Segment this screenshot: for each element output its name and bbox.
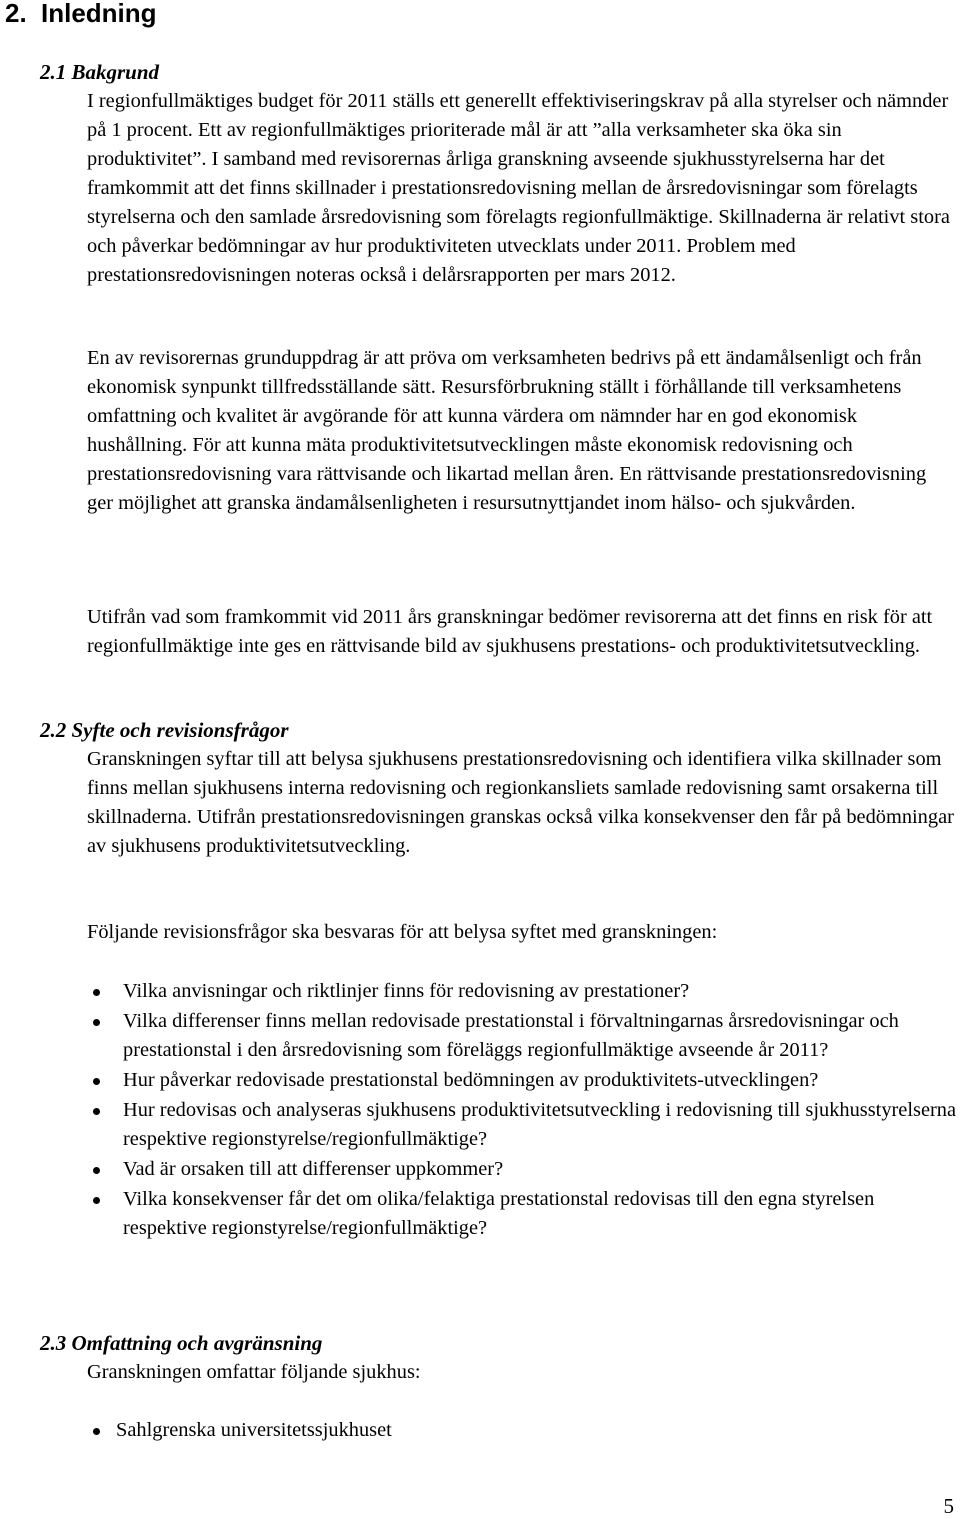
bullet-icon [93, 1078, 100, 1085]
paragraph-omfattning-1: Granskningen omfattar följande sjukhus: [87, 1361, 421, 1383]
paragraph-bakgrund-2: En av revisorernas grunduppdrag är att pröva om verksamheten bedrivs på ett ändamålsenligt och från ekonomisk synpunkt tillfredsställande sätt. Resursförbrukning ställt i förhållande till verksamhetens omfattning och kvalitet är avgörande för att kunna värdera om nämnder har en god ekonomisk hushållning. För att kunna mäta produktivitetsutvecklingen måste ekonomisk redovisning och prestationsredovisning vara rättvisande och likartad mellan åren. En rättvisande prestationsredovisning ger möjlighet att granska ändamålsenligheten i resursutnyttjandet inom hälso- och sjukvården. [87, 347, 927, 514]
page-number: 5 [943, 1494, 954, 1518]
chapter-title: Inledning [41, 0, 157, 28]
list-item [87, 1096, 957, 1154]
paragraph-bakgrund-3: Utifrån vad som framkommit vid 2011 års granskningar bedömer revisorerna att det finns en risk för att regionfullmäktige inte ges en rättvisande bild av sjukhusens prestations- och produktivitetsutveckling. [87, 606, 933, 657]
section-heading-omfattning: 2.3 Omfattning och avgränsning [40, 1331, 323, 1355]
bullet-icon [93, 989, 100, 996]
bullet-icon [93, 1197, 100, 1204]
revision-questions-list [87, 977, 957, 1244]
question-text: Vilka konsekvenser får det om olika/felaktiga prestationstal redovisas till den egna styrelsen respektive regionstyrelse/regionfullmäktige? [123, 1188, 875, 1239]
bullet-icon [93, 1167, 100, 1174]
bullet-icon [93, 1019, 100, 1026]
list-item [87, 1185, 957, 1243]
list-item [87, 1155, 957, 1184]
paragraph-bakgrund-1: I regionfullmäktiges budget för 2011 ställs ett generellt effektiviseringskrav på alla styrelser och nämnder på 1 procent. Ett av regionfullmäktiges prioriterade mål är att ”alla verksamheter ska öka sin produktivitet”. I samband med revisorernas årliga granskning avseende sjukhusstyrelserna har det framkommit att det finns skillnader i prestationsredovisning mellan de årsredovisningar som förelagts styrelserna och den samlade årsredovisning som förelagts regionfullmäktige. Skillnaderna är relativt stora och påverkar bedömningar av hur produktiviteten utvecklats under 2011. Problem med prestationsredovisningen noteras också i delårsrapporten per mars 2012. [87, 90, 950, 286]
chapter-number: 2. [5, 0, 27, 28]
chapter-heading [5, 0, 157, 30]
bullet-icon [93, 1108, 100, 1115]
question-text: Hur påverkar redovisade prestationstal bedömningen av produktivitets-utvecklingen? [123, 1069, 819, 1091]
hospital-name: Sahlgrenska universitetssjukhuset [116, 1419, 392, 1441]
question-text: Vilka anvisningar och riktlinjer finns för redovisning av prestationer? [123, 980, 690, 1002]
list-item [87, 1066, 957, 1095]
paragraph-syfte-2: Följande revisionsfrågor ska besvaras för att belysa syftet med granskningen: [87, 921, 718, 943]
section-heading-syfte: 2.2 Syfte och revisionsfrågor [40, 718, 289, 742]
bullet-icon [93, 1428, 100, 1435]
question-text: Hur redovisas och analyseras sjukhusens produktivitetsutveckling i redovisning till sjukhusstyrelserna respektive regionstyrelse/regionfullmäktige? [123, 1099, 957, 1150]
section-heading-bakgrund: 2.1 Bakgrund [40, 60, 160, 84]
paragraph-syfte-1: Granskningen syftar till att belysa sjukhusens prestationsredovisning och identifiera vilka skillnader som finns mellan sjukhusens interna redovisning och regionkansliets samlade redovisning samt orsakerna till skillnaderna. Utifrån prestationsredovisningen granskas också vilka konsekvenser den får på bedömningar av sjukhusens produktivitetsutveckling. [87, 748, 954, 857]
list-item [87, 1007, 957, 1065]
hospitals-list [87, 1416, 957, 1445]
list-item [87, 1416, 957, 1445]
list-item [87, 977, 957, 1006]
question-text: Vilka differenser finns mellan redovisade prestationstal i förvaltningarnas årsredovisningar och prestationstal i den årsredovisning som föreläggs regionfullmäktige avseende år 2011? [123, 1010, 899, 1061]
question-text: Vad är orsaken till att differenser uppkommer? [123, 1158, 504, 1180]
